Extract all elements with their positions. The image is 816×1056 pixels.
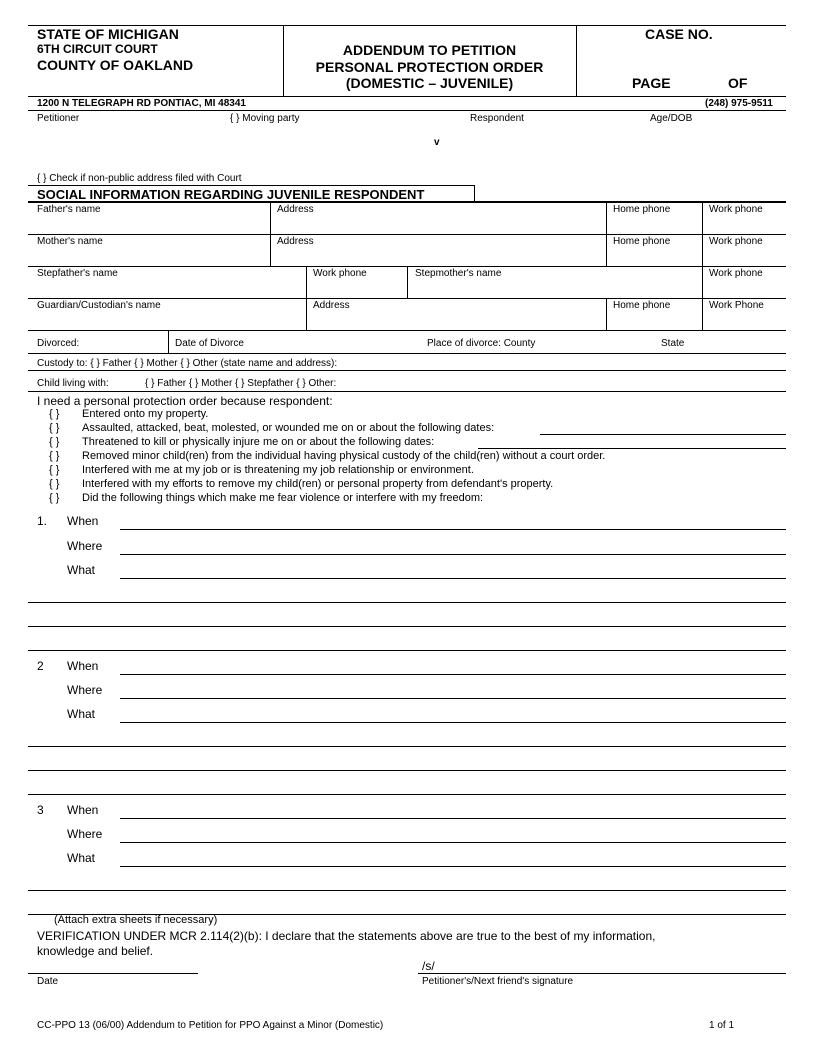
guardian-work-phone-field[interactable]: Work Phone <box>709 300 764 311</box>
reason-text-1: Entered onto my property. <box>82 408 209 420</box>
date-line[interactable] <box>28 973 198 974</box>
county-name: COUNTY OF OAKLAND <box>37 57 194 73</box>
signature-label: Petitioner's/Next friend's signature <box>422 976 574 987</box>
mother-work-phone-field[interactable]: Work phone <box>709 236 763 247</box>
form-identifier: CC-PPO 13 (06/00) Addendum to Petition for PPO Against a Minor (Domestic) <box>37 1020 384 1031</box>
reason-checkbox-7[interactable]: { } <box>49 492 60 504</box>
incident-2-when-label: When <box>67 659 99 673</box>
incident-1-when-label: When <box>67 514 99 528</box>
incident-3-extra-line-1[interactable] <box>28 890 786 891</box>
row3-div-b <box>407 266 408 298</box>
fathers-name-field[interactable]: Father's name <box>37 204 101 215</box>
incident-3-when-line[interactable] <box>120 818 786 819</box>
versus-mark: v <box>434 137 440 148</box>
incident-2-extra-line-3[interactable] <box>28 794 786 795</box>
stepmother-work-phone-field[interactable]: Work phone <box>709 268 763 279</box>
row6-rule <box>28 370 786 371</box>
age-dob-label: Age/DOB <box>650 113 693 124</box>
row1-rule <box>28 234 786 235</box>
reason-text-7: Did the following things which make me fear violence or interfere with my freedom: <box>82 492 484 504</box>
incident-2-what-label: What <box>67 707 96 721</box>
moving-party-checkbox[interactable]: { } Moving party <box>230 113 300 124</box>
incident-3-where-line[interactable] <box>120 842 786 843</box>
incident-1-where-label: Where <box>67 539 103 553</box>
mother-home-phone-field[interactable]: Home phone <box>613 236 671 247</box>
case-no-label: CASE NO. <box>645 26 713 42</box>
page-count: 1 of 1 <box>709 1020 735 1031</box>
incident-2-where-label: Where <box>67 683 103 697</box>
row7-rule <box>28 391 786 392</box>
incident-2-what-line[interactable] <box>120 722 786 723</box>
row3-rule <box>28 298 786 299</box>
place-of-divorce-field[interactable]: Place of divorce: County <box>427 338 536 349</box>
incident-2-when-line[interactable] <box>120 674 786 675</box>
signature-line[interactable] <box>418 973 786 974</box>
row5-rule <box>28 353 786 354</box>
mothers-name-field[interactable]: Mother's name <box>37 236 103 247</box>
form-title-line-2: PERSONAL PROTECTION ORDER <box>315 59 544 75</box>
incident-1-what-label: What <box>67 563 96 577</box>
verification-statement: VERIFICATION UNDER MCR 2.114(2)(b): I declare that the statements above are true to the best of my information, <box>37 929 656 943</box>
child-living-with-options[interactable]: { } Father { } Mother { } Stepfather { } Other: <box>145 378 337 389</box>
father-work-phone-field[interactable]: Work phone <box>709 204 763 215</box>
row5-div <box>168 330 169 353</box>
date-label: Date <box>37 976 59 987</box>
reason-text-3: Threatened to kill or physically injure me on or about the following dates: <box>82 436 435 448</box>
reasons-intro: I need a personal protection order because respondent: <box>37 394 333 408</box>
reason-checkbox-5[interactable]: { } <box>49 464 60 476</box>
attach-extra-note: (Attach extra sheets if necessary) <box>54 914 218 926</box>
state-name: STATE OF MICHIGAN <box>37 26 179 42</box>
social-title-bottom-rule <box>28 201 786 203</box>
circuit-court: 6TH CIRCUIT COURT <box>37 42 158 56</box>
reason-checkbox-6[interactable]: { } <box>49 478 60 490</box>
incident-1-extra-line-3[interactable] <box>28 650 786 651</box>
reason-text-4: Removed minor child(ren) from the individual having physical custody of the child(ren) without a court order. <box>82 450 606 462</box>
court-phone: (248) 975-9511 <box>705 98 773 109</box>
address-rule <box>28 110 786 111</box>
of-label: OF <box>728 75 748 91</box>
incident-3-what-label: What <box>67 851 96 865</box>
custody-to-field[interactable]: Custody to: { } Father { } Mother { } Other (state name and address): <box>37 358 338 369</box>
mother-address-field[interactable]: Address <box>277 236 314 247</box>
incident-1-when-line[interactable] <box>120 529 786 530</box>
guardian-address-field[interactable]: Address <box>313 300 350 311</box>
reason-checkbox-1[interactable]: { } <box>49 408 60 420</box>
row4-rule <box>28 330 786 331</box>
incident-3-when-label: When <box>67 803 99 817</box>
petitioner-label: Petitioner <box>37 113 80 124</box>
divorced-field[interactable]: Divorced: <box>37 338 80 349</box>
reason-checkbox-3[interactable]: { } <box>49 436 60 448</box>
father-home-phone-field[interactable]: Home phone <box>613 204 671 215</box>
guardian-name-field[interactable]: Guardian/Custodian's name <box>37 300 161 311</box>
stepfathers-name-field[interactable]: Stepfather's name <box>37 268 118 279</box>
verification-statement-2: knowledge and belief. <box>37 944 154 958</box>
stepmothers-name-field[interactable]: Stepmother's name <box>415 268 502 279</box>
incident-2-extra-line-2[interactable] <box>28 770 786 771</box>
non-public-address-checkbox[interactable]: { } Check if non-public address filed with Court <box>37 173 242 184</box>
reason-checkbox-4[interactable]: { } <box>49 450 60 462</box>
reason-text-6: Interfered with my efforts to remove my child(ren) or personal property from defendant's property. <box>82 478 554 490</box>
child-living-with-label: Child living with: <box>37 378 109 389</box>
incident-1-what-line[interactable] <box>120 578 786 579</box>
incident-1-where-line[interactable] <box>120 554 786 555</box>
court-address: 1200 N TELEGRAPH RD PONTIAC, MI 48341 <box>37 98 246 109</box>
form-title-line-1: ADDENDUM TO PETITION <box>342 42 517 58</box>
reason-text-2: Assaulted, attacked, beat, molested, or wounded me on or about the following dates: <box>82 422 495 434</box>
reason-2-dates-line[interactable] <box>540 434 786 435</box>
social-info-title: SOCIAL INFORMATION REGARDING JUVENILE RESPONDENT <box>37 187 425 202</box>
reason-checkbox-2[interactable]: { } <box>49 422 60 434</box>
incident-number-2: 2 <box>37 659 44 673</box>
form-title-line-3: (DOMESTIC – JUVENILE) <box>345 75 514 91</box>
incident-number-1: 1. <box>37 514 48 528</box>
incident-3-what-line[interactable] <box>120 866 786 867</box>
respondent-label: Respondent <box>470 113 524 124</box>
incident-3-where-label: Where <box>67 827 103 841</box>
social-title-right-edge <box>474 185 475 202</box>
stepfather-work-phone-field[interactable]: Work phone <box>313 268 367 279</box>
social-title-top-rule <box>28 185 474 186</box>
signature-mark: /s/ <box>422 959 435 973</box>
row4-div-b <box>606 298 607 330</box>
incident-1-extra-line-2[interactable] <box>28 626 786 627</box>
incident-number-3: 3 <box>37 803 44 817</box>
reason-text-5: Interfered with me at my job or is threatening my job relationship or environment. <box>82 464 474 476</box>
father-address-field[interactable]: Address <box>277 204 314 215</box>
divorce-state-field[interactable]: State <box>661 338 685 349</box>
page-label: PAGE <box>632 75 671 91</box>
incident-2-where-line[interactable] <box>120 698 786 699</box>
guardian-home-phone-field[interactable]: Home phone <box>613 300 671 311</box>
date-of-divorce-field[interactable]: Date of Divorce <box>175 338 244 349</box>
header-bottom-rule <box>28 96 786 97</box>
header-divider-right <box>576 25 577 96</box>
incident-1-extra-line-1[interactable] <box>28 602 786 603</box>
incident-2-extra-line-1[interactable] <box>28 746 786 747</box>
